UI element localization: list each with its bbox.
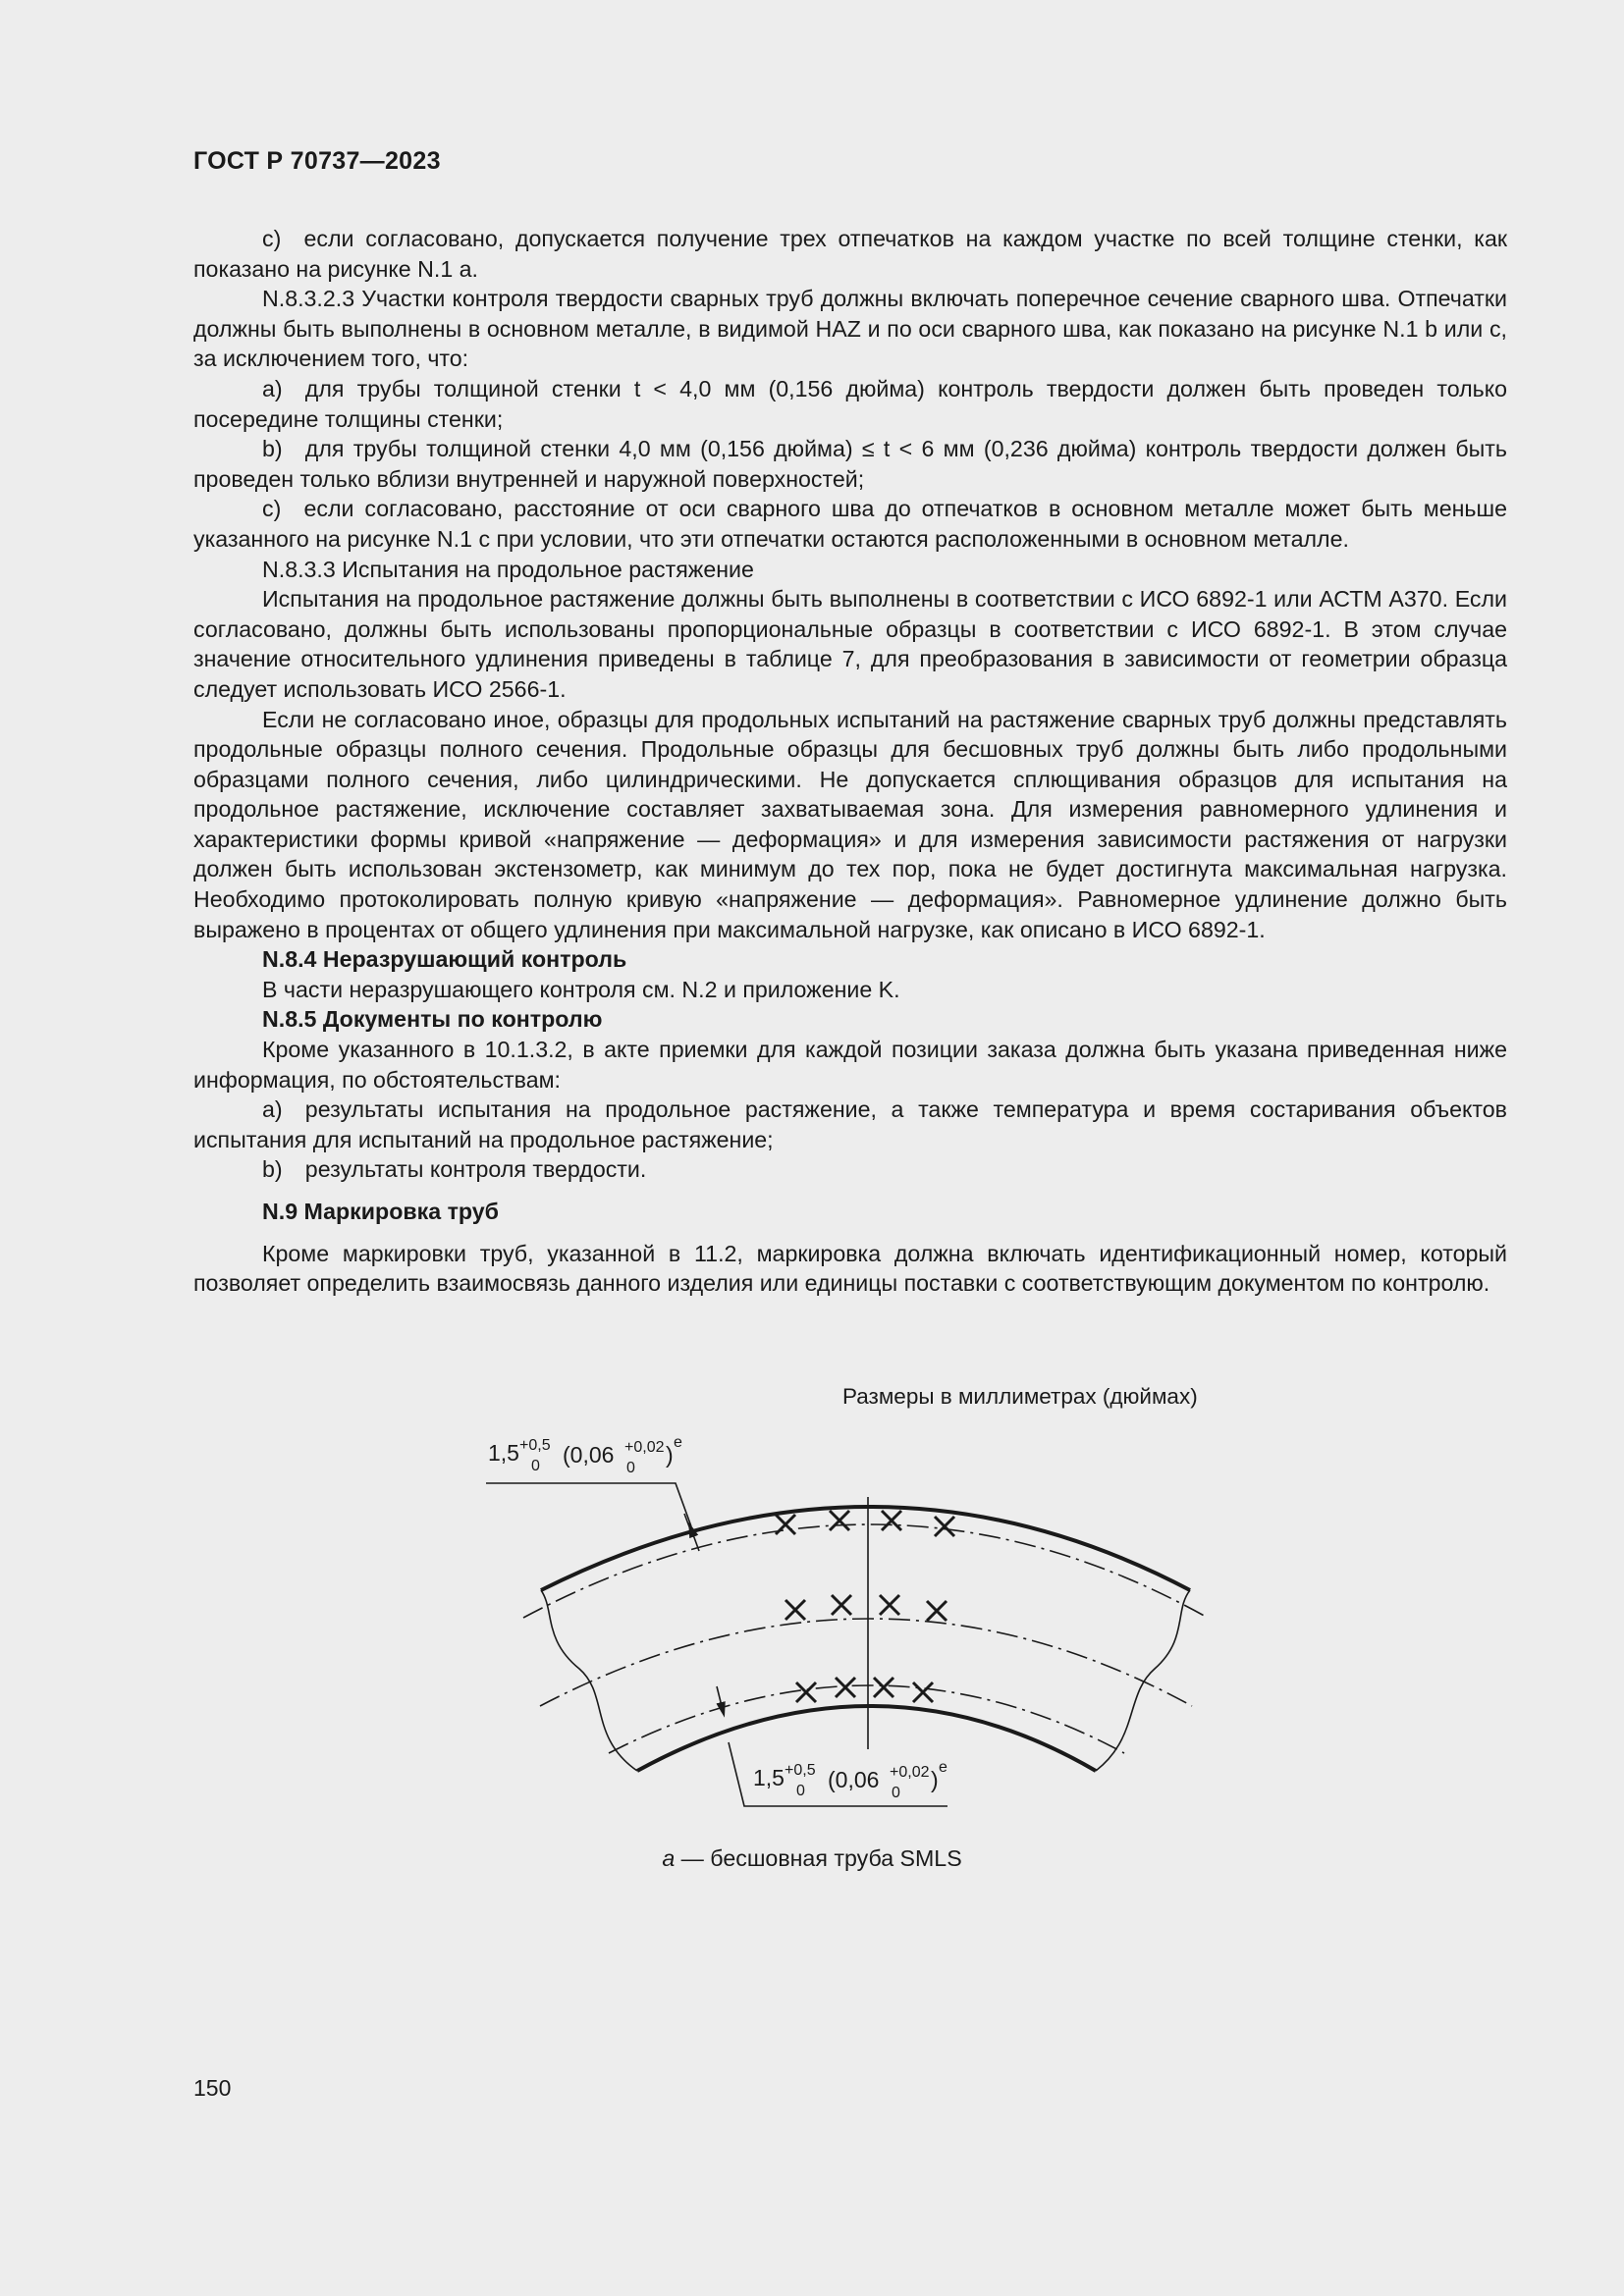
outer-indent-line — [523, 1524, 1208, 1618]
upper-dimension-label — [488, 1434, 682, 1476]
dim-inch-tol-lower: 0 — [626, 1460, 635, 1476]
subsection-title: N.8.3.3 Испытания на продольное растяжение — [262, 556, 754, 582]
paragraph: c) если согласовано, допускается получение трех отпечатков на каждом участке по всей толщине стенки, как показано на рисунке N.1 a. — [193, 226, 1507, 282]
dim-inch-close: ) — [931, 1767, 939, 1792]
indent-marks — [776, 1511, 954, 1702]
outer-wall-line — [541, 1507, 1190, 1590]
indent-mark — [796, 1682, 816, 1702]
dim-main: 1,5 — [753, 1765, 785, 1790]
list-item: b) результаты контроля твердости. — [262, 1156, 647, 1183]
dim-tol-upper: +0,5 — [785, 1762, 816, 1779]
lower-dimension-label — [753, 1759, 947, 1801]
dim-inch-tol-upper: +0,02 — [624, 1439, 665, 1456]
dim-inch: (0,06 — [563, 1442, 615, 1468]
list-item: a) результаты испытания на продольное растяжение, а также температура и время состаривания объектов испытания для испытаний на продольное растяжение; — [193, 1096, 1507, 1152]
dim-tol-lower: 0 — [531, 1458, 540, 1474]
dim-tol-lower: 0 — [796, 1783, 805, 1799]
section-heading: N.8.5 Документы по контролю — [262, 1006, 603, 1033]
dim-tol-upper: +0,5 — [519, 1437, 551, 1454]
inner-indent-line — [609, 1685, 1124, 1753]
figure-caption — [0, 1845, 1624, 1872]
indent-mark — [882, 1511, 901, 1530]
document-header: ГОСТ Р 70737—2023 — [193, 147, 441, 175]
inner-wall-line — [637, 1706, 1096, 1771]
list-item: b) для трубы толщиной стенки 4,0 мм (0,156 дюйма) ≤ t < 6 мм (0,236 дюйма) контроль твердости должен быть проведен только вблизи внутренней и наружной поверхностей; — [193, 436, 1507, 492]
dim-inch-tol-upper: +0,02 — [890, 1764, 930, 1781]
dim-inch-close: ) — [666, 1442, 674, 1468]
paragraph: Кроме указанного в 10.1.3.2, в акте приемки для каждой позиции заказа должна быть указана приведенная ниже информация, по обстоятельствам: — [193, 1037, 1507, 1093]
dim-main: 1,5 — [488, 1440, 519, 1466]
paragraph: Испытания на продольное растяжение должны быть выполнены в соответствии с ИСО 6892-1 или АСТМ A370. Если согласовано, должны быть использованы пропорциональные образцы в соответствии с ИСО 6892-1. В этом случае значение относительного удлинения приведены в таблице 7, для преобразования в зависимости от геометрии образца следует использовать ИСО 2566-1. — [193, 586, 1507, 702]
page-number: 150 — [193, 2075, 232, 2101]
dim-inch: (0,06 — [828, 1767, 880, 1792]
dim-inch-tol-lower: 0 — [892, 1785, 900, 1801]
indent-mark — [836, 1678, 855, 1697]
left-break-line — [541, 1590, 637, 1771]
dim-superscript: e — [939, 1759, 947, 1776]
indent-mark — [913, 1682, 933, 1702]
indent-mark — [776, 1515, 795, 1534]
paragraph: Кроме маркировки труб, указанной в 11.2, маркировка должна включать идентификационный номер, который позволяет определить взаимосвязь данного изделия или единицы поставки с соответствующим документом по контролю. — [193, 1240, 1507, 1297]
paragraph: Если не согласовано иное, образцы для продольных испытаний на растяжение сварных труб должны представлять продольные образцы полного сечения. Продольные образцы для бесшовных труб должны быть либо продольными образцами полного сечения, либо цилиндрическими. Не допускается сплющивания образцов для испытания на продольное растяжение, исключение составляет захватываемая зона. Для измерения равномерного удлинения и характеристики формы кривой «напряжение — деформация» и для измерения зависимости растяжения от нагрузки должен быть использован экстензометр, как минимум до тех пор, пока не будет достигнута максимальная нагрузка. Необходимо протоколировать полную кривую «напряжение — деформация». Равномерное удлинение должно быть выражено в процентах от общего удлинения при максимальной нагрузке, как описано в ИСО 6892-1. — [193, 706, 1507, 942]
indent-mark — [935, 1517, 954, 1536]
indent-mark — [832, 1595, 851, 1615]
list-item: a) для трубы толщиной стенки t < 4,0 мм (0,156 дюйма) контроль твердости должен быть проведен только посередине толщины стенки; — [193, 375, 1507, 432]
caption-letter: a — [662, 1845, 676, 1871]
paragraph: N.8.3.2.3 Участки контроля твердости сварных труб должны включать поперечное сечение сварного шва. Отпечатки должны быть выполнены в основном металле, в видимой HAZ и по оси сварного шва, как показано на рисунке N.1 b или c, за исключением того, что: — [193, 286, 1507, 372]
indent-mark — [785, 1600, 805, 1620]
caption-text: — бесшовная труба SMLS — [675, 1845, 962, 1871]
list-item: c) если согласовано, расстояние от оси сварного шва до отпечатков в основном металле может быть меньше указанного на рисунке N.1 c при условии, что эти отпечатки остаются расположенными в основном металле. — [193, 496, 1507, 552]
section-heading: N.8.4 Неразрушающий контроль — [262, 946, 627, 973]
indent-mark — [874, 1678, 893, 1697]
indent-mark — [880, 1595, 899, 1615]
dim-superscript: e — [674, 1434, 682, 1451]
section-heading: N.9 Маркировка труб — [262, 1199, 500, 1224]
paragraph: В части неразрушающего контроля см. N.2 и приложение K. — [262, 976, 900, 1002]
indent-mark — [830, 1511, 849, 1530]
figure-units-note: Размеры в миллиметрах (дюймах) — [842, 1384, 1198, 1409]
middle-indent-line — [540, 1619, 1192, 1706]
indent-mark — [927, 1601, 947, 1621]
